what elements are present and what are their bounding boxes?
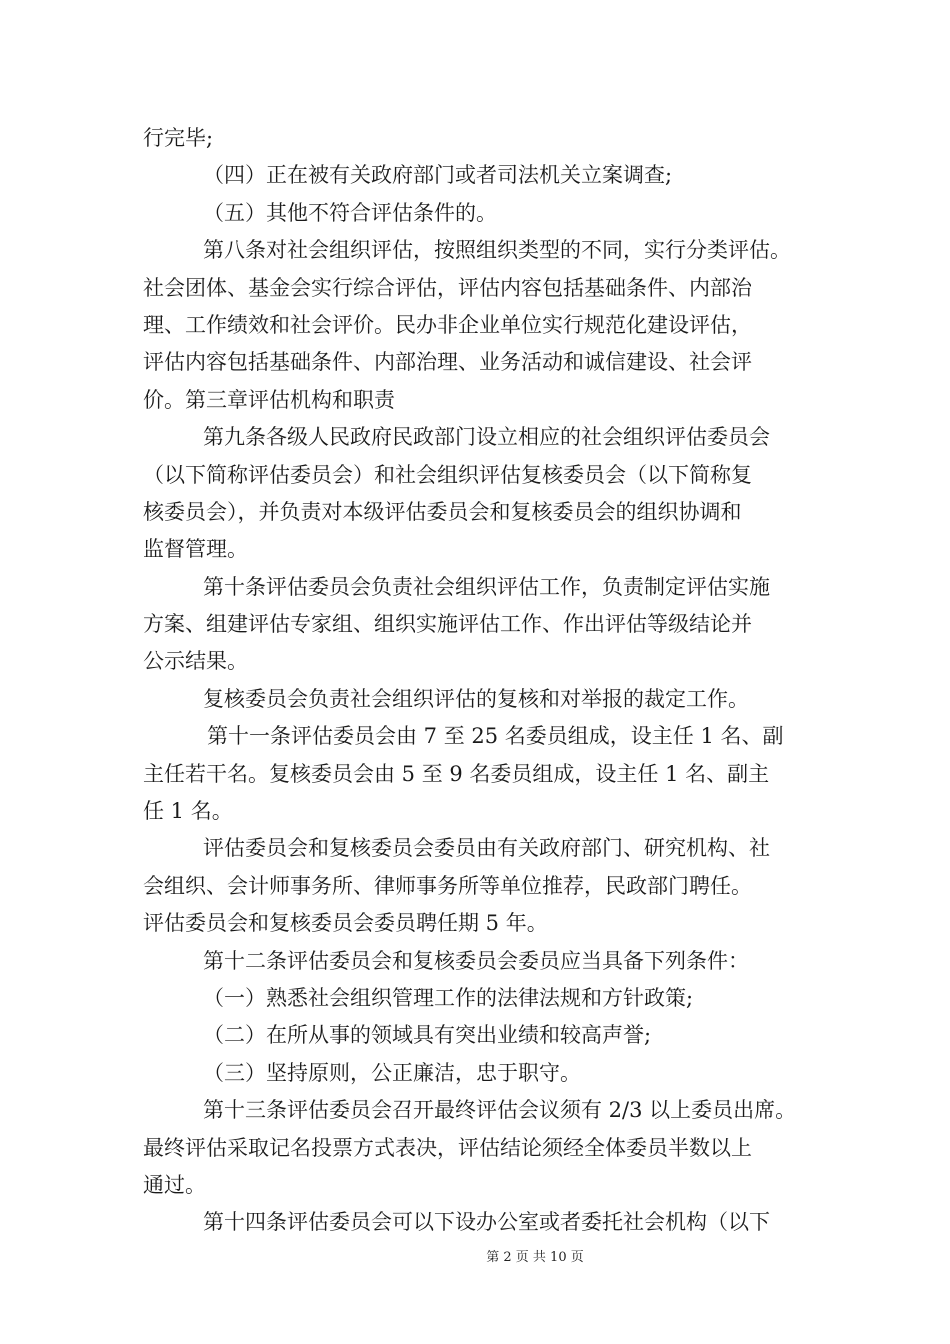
page-footer — [0, 1246, 950, 1265]
page-number: 第 2 页 共 10 页 — [486, 1250, 584, 1265]
text-line: 第十三条评估委员会召开最终评估会议须有 2/3 以上委员出席。 — [203, 1098, 797, 1123]
text-line: 方案、组建评估专家组、组织实施评估工作、作出评估等级结论并 — [143, 612, 752, 637]
document-body — [143, 120, 808, 1242]
text-line: 第九条各级人民政府民政部门设立相应的社会组织评估委员会 — [203, 425, 770, 450]
text-line: 核委员会），并负责对本级评估委员会和复核委员会的组织协调和 — [143, 499, 742, 524]
text-line: 监督管理。 — [143, 537, 248, 562]
text-line: 第八条对社会组织评估，按照组织类型的不同，实行分类评估。 — [203, 238, 791, 263]
text-line: （四）正在被有关政府部门或者司法机关立案调查; — [203, 163, 673, 188]
text-line: 评估委员会和复核委员会委员聘任期 5 年。 — [143, 911, 548, 936]
text-line: 复核委员会负责社会组织评估的复核和对举报的裁定工作。 — [203, 686, 749, 711]
text-line: 第十条评估委员会负责社会组织评估工作，负责制定评估实施 — [203, 574, 770, 599]
text-line: 最终评估采取记名投票方式表决，评估结论须经全体委员半数以上 — [143, 1135, 752, 1160]
text-line: 会组织、会计师事务所、律师事务所等单位推荐，民政部门聘任。 — [143, 873, 752, 898]
text-line: 理、工作绩效和社会评价。民办非企业单位实行规范化建设评估， — [143, 312, 752, 337]
text-line: （以下简称评估委员会）和社会组织评估复核委员会（以下简称复 — [143, 462, 752, 487]
text-line: 第十四条评估委员会可以下设办公室或者委托社会机构（以下 — [203, 1210, 770, 1235]
text-line: 评估委员会和复核委员会委员由有关政府部门、研究机构、社 — [203, 836, 770, 861]
text-line: 行完毕; — [143, 126, 214, 150]
text-line: （一）熟悉社会组织管理工作的法律法规和方针政策; — [203, 985, 694, 1010]
text-line: 公示结果。 — [143, 649, 248, 674]
text-line: 通过。 — [143, 1172, 206, 1197]
text-line: 第十二条评估委员会和复核委员会委员应当具备下列条件： — [203, 948, 749, 973]
text-line: （二）在所从事的领域具有突出业绩和较高声誉; — [203, 1023, 652, 1048]
text-line: 主任若干名。复核委员会由 5 至 9 名委员组成，设主任 1 名、副主 — [143, 761, 770, 786]
text-line: 任 1 名。 — [143, 799, 233, 824]
text-line: 价。第三章评估机构和职责 — [143, 387, 395, 412]
text-line: 第十一条评估委员会由 7 至 25 名委员组成，设主任 1 名、副 — [207, 724, 784, 749]
text-line: 评估内容包括基础条件、内部治理、业务活动和诚信建设、社会评 — [143, 350, 752, 375]
text-line: （五）其他不符合评估条件的。 — [203, 200, 497, 225]
text-line: （三）坚持原则，公正廉洁，忠于职守。 — [203, 1060, 581, 1085]
text-line: 社会团体、基金会实行综合评估，评估内容包括基础条件、内部治 — [143, 275, 752, 300]
